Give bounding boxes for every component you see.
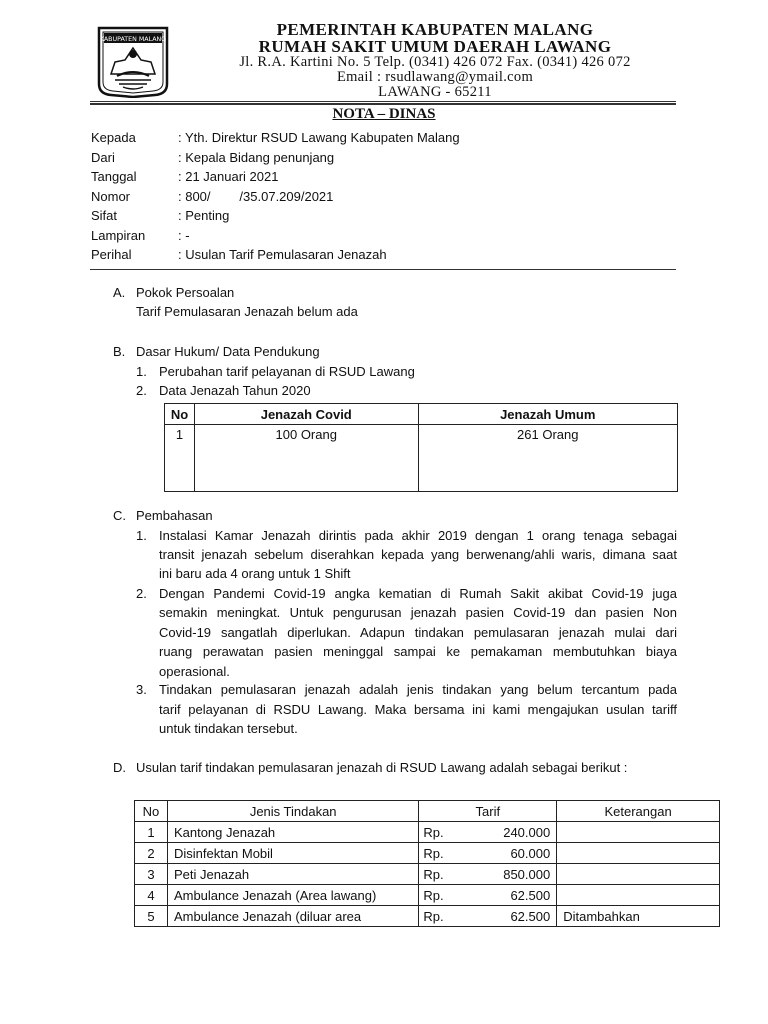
info-label: Kepada [91, 130, 136, 145]
jenazah-data-table [164, 403, 678, 492]
section-d-marker: D. [113, 760, 126, 775]
table-cell [557, 885, 720, 906]
letterhead-rule-thick [90, 103, 676, 105]
table-cell [557, 843, 720, 864]
table-cell: 240.000 [457, 822, 557, 843]
letterhead-line1: PEMERINTAH KABUPATEN MALANG [276, 20, 594, 39]
table-cell: 261 Orang [418, 425, 677, 492]
table-cell: Rp. [419, 906, 457, 927]
paragraph-line: ini baru ada 4 orang untuk 1 Shift [159, 566, 351, 581]
table-cell: 62.500 [457, 906, 557, 927]
list-item: Data Jenazah Tahun 2020 [159, 383, 311, 398]
letterhead-rule [90, 101, 676, 102]
table-cell: 5 [135, 906, 168, 927]
table-cell: 1 [165, 425, 195, 492]
table-header-row [165, 404, 678, 425]
paragraph-line: Instalasi Kamar Jenazah dirintis pada akhir 2019 dengan 1 orang tenaga sebagai [159, 528, 677, 543]
section-d-heading: Usulan tarif tindakan pemulasaran jenazah di RSUD Lawang adalah sebagai berikut : [136, 760, 628, 775]
section-a-heading: Pokok Persoalan [136, 285, 235, 300]
paragraph-line: tarif pelayanan di RSDU Lawang. Maka bersama ini kami mengajukan usulan tariff [159, 702, 677, 717]
table-cell: Ambulance Jenazah (Area lawang) [167, 885, 418, 906]
table-cell: 62.500 [457, 885, 557, 906]
document-title: NOTA – DINAS [332, 106, 436, 122]
section-a-text: Tarif Pemulasaran Jenazah belum ada [136, 304, 358, 319]
kabupaten-malang-logo [95, 24, 171, 98]
letterhead-city: LAWANG - 65211 [378, 84, 492, 100]
table-header-cell: Jenazah Covid [194, 404, 418, 425]
info-label: Nomor [91, 188, 131, 204]
table-header-row [135, 801, 720, 822]
table-cell: 850.000 [457, 864, 557, 885]
section-a-marker: A. [113, 285, 126, 300]
table-header-cell: Keterangan [557, 801, 720, 822]
paragraph-line: ruang perawatan pasien meninggal sampai ke pemakaman membutuhkan biaya [159, 644, 677, 659]
info-rule [90, 269, 676, 270]
table-row [135, 822, 720, 843]
letterhead-address: Jl. R.A. Kartini No. 5 Telp. (0341) 426 072 Fax. (0341) 426 072 [239, 54, 631, 70]
paragraph-line: transit jenazah sebelum diserahkan kepada yang berwenang/ahli waris, dimana saat [159, 547, 677, 562]
list-number: 3. [136, 682, 147, 697]
logo-label: KABUPATEN MALANG [99, 36, 167, 43]
list-number: 2. [136, 586, 147, 601]
paragraph-line: Tindakan pemulasaran jenazah adalah jenis tindakan yang belum tercantum pada [159, 682, 677, 697]
table-row [135, 885, 720, 906]
table-cell: Ambulance Jenazah (diluar area [167, 906, 418, 927]
paragraph-line: operasional. [159, 664, 230, 679]
table-cell: 60.000 [457, 843, 557, 864]
table-header-cell: Jenis Tindakan [167, 801, 418, 822]
list-number: 1. [136, 364, 147, 379]
paragraph-line: Dengan Pandemi Covid-19 angka kematian di Rumah Sakit akibat Covid-19 juga [159, 586, 677, 601]
paragraph-line: Covid-19 sangatlah diperlukan. Adapun tindakan pemulasaran jenazah mulai dari [159, 625, 677, 640]
table-row [135, 906, 720, 927]
table-header-cell: Tarif [419, 801, 557, 822]
section-b-marker: B. [113, 344, 126, 359]
info-label: Perihal [91, 247, 132, 262]
table-cell: Rp. [419, 843, 457, 864]
table-cell: Peti Jenazah [167, 864, 418, 885]
list-number: 1. [136, 528, 147, 543]
table-cell: 4 [135, 885, 168, 906]
paragraph-line: semakin meningkat. Untuk pengurusan jenazah pasien Covid-19 dan pasien Non [159, 605, 677, 620]
table-cell: Rp. [419, 822, 457, 843]
table-cell: Kantong Jenazah [167, 822, 418, 843]
info-label: Dari [91, 149, 115, 165]
info-value: : Yth. Direktur RSUD Lawang Kabupaten Malang [178, 130, 460, 145]
info-value: : 800/ /35.07.209/2021 [178, 188, 334, 204]
table-cell: Rp. [419, 864, 457, 885]
list-number: 2. [136, 383, 147, 398]
paragraph-line: untuk tindakan tersebut. [159, 721, 298, 736]
table-header-cell: No [165, 404, 195, 425]
table-cell [557, 864, 720, 885]
table-row [135, 843, 720, 864]
table-header-cell: Jenazah Umum [418, 404, 677, 425]
table-cell: Rp. [419, 885, 457, 906]
info-label: Sifat [91, 208, 118, 223]
info-value: : 21 Januari 2021 [178, 169, 279, 184]
info-value: : Kepala Bidang penunjang [178, 149, 335, 165]
letterhead-line2: RUMAH SAKIT UMUM DAERAH LAWANG [258, 37, 612, 56]
table-row [135, 864, 720, 885]
table-cell: 3 [135, 864, 168, 885]
table-header-cell: No [135, 801, 168, 822]
letterhead-email: Email : rsudlawang@ymail.com [336, 69, 534, 85]
section-c-marker: C. [113, 508, 126, 523]
section-b-heading: Dasar Hukum/ Data Pendukung [136, 344, 320, 359]
table-cell [557, 822, 720, 843]
table-cell: 100 Orang [194, 425, 418, 492]
table-cell: 1 [135, 822, 168, 843]
table-row [165, 425, 678, 492]
list-item: Perubahan tarif pelayanan di RSUD Lawang [159, 364, 415, 379]
section-c-heading: Pembahasan [136, 508, 213, 523]
info-value: : Penting [178, 208, 230, 223]
info-label: Lampiran [91, 227, 146, 243]
table-cell: Disinfektan Mobil [167, 843, 418, 864]
table-cell: 2 [135, 843, 168, 864]
info-label: Tanggal [91, 169, 137, 184]
tarif-table [134, 800, 720, 927]
info-value: : Usulan Tarif Pemulasaran Jenazah [178, 247, 387, 262]
table-cell: Ditambahkan [557, 906, 720, 927]
info-value: : - [178, 227, 190, 243]
